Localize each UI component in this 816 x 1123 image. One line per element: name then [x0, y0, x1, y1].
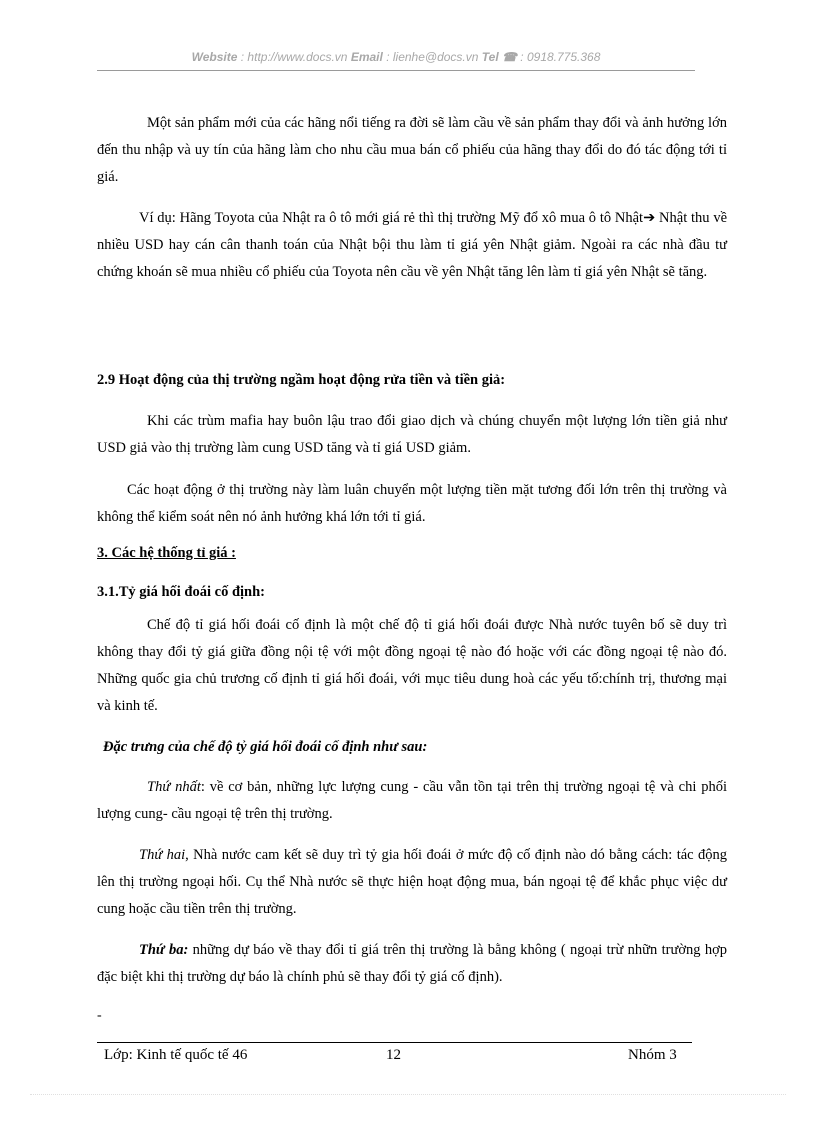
third-feature-text: những dự báo về thay đổi tỉ giá trên thị trường là bằng không ( ngoại trừ nhữn trường hợp đặc biệt khi thị trường dự báo là chính phủ sẽ thay đổi tỷ giá cố định). — [97, 942, 727, 985]
paragraph-third-feature — [97, 937, 727, 991]
tel-value: : 0918.775.368 — [520, 50, 601, 64]
example-text-part1: Ví dụ: Hãng Toyota của Nhật ra ô tô mới giá rẻ thì thị trường Mỹ đổ xô mua ô tô Nhật — [139, 210, 644, 226]
footer-page-number: 12 — [386, 1047, 401, 1063]
email-label: Email — [350, 50, 383, 64]
paragraph-fixed-rate-definition: Chế độ tỉ giá hối đoái cố định là một chế độ tỉ giá hối đoái được Nhà nước tuyên bố sẽ duy trì không thay đổi tỷ giá giữa đồng nội tệ với một đồng ngoại tệ nào đó hoặc với các đồng ngoại tệ nào đó. Những quốc gia chủ trương cố định tỉ giá hối đoái, với mục tiêu dung hoà các yếu tố:chính trị, thương mại và kinh tế. — [97, 617, 727, 714]
paragraph-first-feature — [97, 774, 727, 828]
stray-dash: - — [97, 1008, 102, 1023]
third-feature-label: Thứ ba: — [139, 942, 189, 958]
heading-3-1: 3.1.Tỷ giá hối đoái cố định: — [97, 584, 265, 600]
tel-label: Tel ☎ — [481, 50, 517, 64]
page-header — [97, 50, 695, 64]
page-bottom-dotted-line — [30, 1094, 786, 1095]
paragraph-market-activity: Các hoạt động ở thị trường này làm luân chuyển một lượng tiền mặt tương đối lớn trên thị trường và không thể kiểm soát nên nó ảnh hưởng khá lớn tới tỉ giá. — [97, 482, 727, 525]
example-text-part2: Nhật thu về nhiều USD hay cán cân thanh toán của Nhật bội thu làm tỉ giá yên Nhật giảm. Ngoài ra các nhà đầu tư chứng khoán sẽ mua nhiều cổ phiếu của Toyota nên cầu về yên Nhật tăng lên làm tỉ giá yên Nhật sẽ tăng. — [97, 210, 728, 280]
website-value: : http://www.docs.vn — [240, 50, 348, 64]
first-feature-text: : về cơ bản, những lực lượng cung - cầu vẫn tồn tại trên thị trường ngoại tệ và chi phối lượng cung- cầu ngoại tệ trên thị trường. — [97, 779, 727, 822]
footer-class: Lớp: Kinh tế quốc tế 46 — [104, 1047, 248, 1063]
heading-2-9: 2.9 Hoạt động của thị trường ngầm hoạt động rửa tiền và tiền giả: — [97, 372, 506, 388]
paragraph-new-product: Một sản phẩm mới của các hãng nổi tiếng ra đời sẽ làm cầu về sản phẩm thay đổi và ảnh hưởng lớn đến thu nhập và uy tín của hãng làm cho nhu cầu mua bán cổ phiếu của hãng thay đổi do đó tác động tới tỉ giá. — [97, 115, 727, 185]
header-divider — [97, 70, 695, 71]
second-feature-text: , Nhà nước cam kết sẽ duy trì tỷ gia hối đoái ở mức độ cố định nào dó bằng cách: tác động lên thị trường ngoại hối. Cụ thể Nhà nước sẽ thực hiện hoạt động mua, bán ngoại tệ để khắc phục việc dư cung hoặc cầu tiền trên thị trường. — [97, 847, 727, 917]
website-label: Website — [191, 50, 238, 64]
email-value: : lienhe@docs.vn — [386, 50, 479, 64]
arrow-icon: ➔ — [643, 210, 656, 226]
second-feature-label: Thứ hai — [139, 847, 186, 863]
subheading-features: Đặc trưng của chế độ tỷ giá hối đoái cố định như sau: — [103, 739, 428, 755]
footer-group: Nhóm 3 — [628, 1047, 677, 1063]
first-feature-label: Thứ nhất — [147, 779, 201, 795]
footer-divider — [97, 1042, 692, 1043]
paragraph-mafia: Khi các trùm mafia hay buôn lậu trao đổi giao dịch và chúng chuyển một lượng lớn tiền giả như USD giả vào thị trường làm cung USD tăng và tỉ giá USD giảm. — [97, 413, 727, 456]
heading-3: 3. Các hệ thống tỉ giá : — [97, 545, 236, 561]
paragraph-example-toyota — [97, 205, 727, 286]
paragraph-second-feature — [97, 842, 727, 923]
